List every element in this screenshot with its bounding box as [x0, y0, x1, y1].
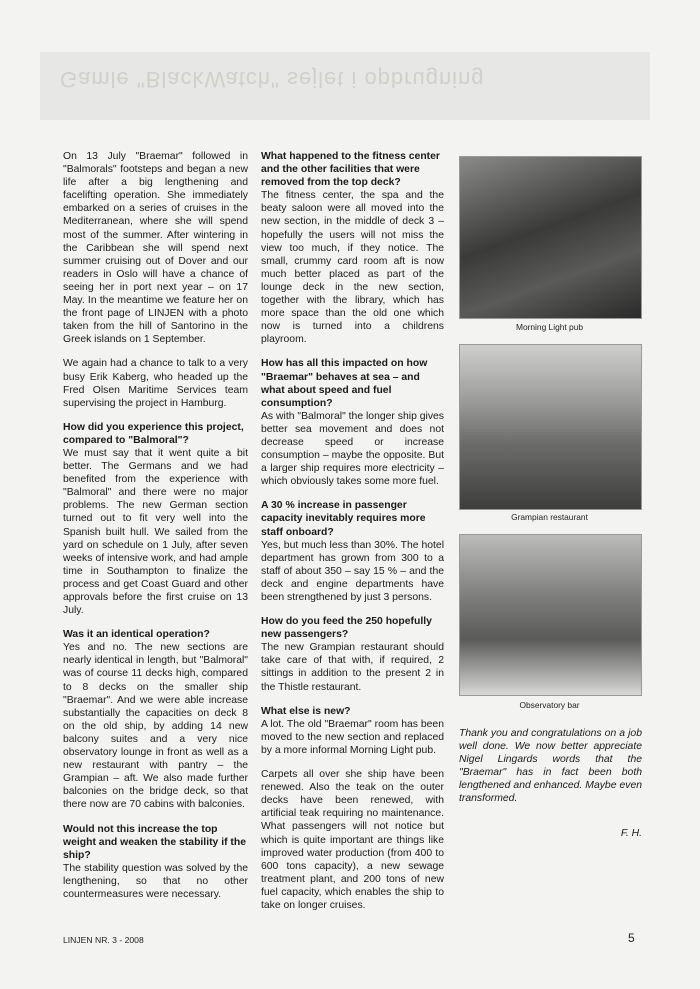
article-paragraph: We must say that it went quite a bit better. The Germans and we had benefited from the experience with "Balmoral" and there were no major problems. The new German section turned out to fit very well into the Spanish built hull. We sailed from the yard on schedule on 1 July, after seven weeks of intensive work, and had ample time in Southampton to finalize the process and get Coast Guard and other approvals before the first cruise on 13 July.	[63, 447, 248, 617]
author-initials: F. H.	[620, 828, 642, 839]
photo-caption: Grampian restaurant	[511, 512, 588, 522]
article-question-heading: A 30 % increase in passenger capacity inevitably requires more staff onboard?	[261, 500, 426, 538]
grampian-restaurant-photo	[459, 344, 642, 510]
article-paragraph: The fitness center, the spa and the beaty saloon were all moved into the new section, in the middle of deck 3 – hopefully the users will not miss the view too much, if they notice. The small, crummy card room aft is now much better placed as part of the lounge deck in the new section, together with the library, which has more space than the old one which now is turned into a childrens playroom.	[261, 190, 444, 346]
article-question-heading: What else is new?	[261, 705, 351, 717]
article-paragraph: Yes, but much less than 30%. The hotel department has grown from 300 to a staff of about 350 – say 15 % – and the deck and engine departments have been strengthened by just 3 persons.	[261, 539, 444, 603]
article-paragraph: The new Grampian restaurant should take care of that with, if required, 2 sittings in addition to the present 2 in the Thistle restaurant.	[261, 642, 444, 693]
article-question-heading: How has all this impacted on how "Braemar" behaves at sea – and what about speed and fuel consumption?	[261, 358, 428, 409]
article-question-heading: Would not this increase the top weight and weaken the stability if the ship?	[63, 823, 247, 861]
show-through-header-text: Gamle "BlackWatch" sejlet i opbrugning	[60, 67, 485, 92]
article-column-1	[63, 150, 248, 912]
observatory-bar-photo	[459, 534, 642, 696]
article-paragraph: Carpets all over she ship have been renewed. Also the teak on the outer decks have been renewed, with artificial teak requiring no maintenance. What passengers will not notice but which is quite important are things like improved water production (from 400 to 600 tons capacity), a new sewage treatment plant, and 200 tons of new fuel capacity, which enables the ship to take on longer cruises.	[261, 769, 444, 911]
photo-caption: Morning Light pub	[515, 322, 584, 332]
page-number: 5	[628, 931, 635, 945]
article-question-heading: How did you experience this project, compared to "Balmoral"?	[63, 421, 244, 446]
article-paragraph: The stability question was solved by the lengthening, so that no other countermeasures were necessary.	[63, 862, 248, 900]
article-paragraph: On 13 July "Braemar" followed in "Balmorals" footsteps and began a new life after a big lengthening and facelifting operation. She immediately embarked on a series of cruises in the Mediterranean, where she will spend most of the summer. After wintering in the Caribbean she will spend next summer cruising out of Dover and our readers in Oslo will have a chance of seeing her in port next year – on 17 May. In the meantime we feature her on the front page of LINJEN with a photo taken from the hill of Santorino in the Greek islands on 1 September.	[63, 151, 248, 346]
morning-light-pub-photo	[459, 156, 642, 319]
article-question-heading: Was it an identical operation?	[63, 629, 210, 641]
article-paragraph: A lot. The old "Braemar" room has been moved to the new section and replaced by a more informal Morning Light pub.	[261, 718, 444, 756]
photo-caption: Observatory bar	[519, 700, 580, 710]
article-question-heading: How do you feed the 250 hopefully new passengers?	[261, 616, 432, 641]
article-paragraph: Yes and no. The new sections are nearly identical in length, but "Balmoral" was of course 11 decks high, compared to 8 decks on the smaller ship "Braemar". And we were able increase substantially the capacities on deck 8 on the old ship, by adding 14 new balcony suites and a very nice observatory lounge in front as well as a new restaurant with pantry – the Grampian – aft. We also made further balconies on the bridge deck, so that there now are 70 cabins with balconies.	[63, 642, 248, 811]
article-column-2	[261, 150, 444, 923]
publication-footer: LINJEN NR. 3 - 2008	[63, 935, 144, 945]
article-paragraph: As with "Balmoral" the longer ship gives better sea movement and does not decrease speed or increase consumption – maybe the opposite. But a larger ship requires more electricity – which obviously takes some more fuel.	[261, 410, 444, 488]
article-question-heading: What happened to the fitness center and the other facilities that were removed from the top deck?	[261, 151, 440, 189]
closing-remarks: Thank you and congratulations on a job well done. We now better appreciate Nigel Lingards words that the "Braemar" has in fact been both lengthened and enhanced. Maybe even transformed.	[459, 728, 642, 805]
article-paragraph: We again had a chance to talk to a very busy Erik Kaberg, who headed up the Fred Olsen Maritime Services team supervising the project in Hamburg.	[63, 358, 248, 409]
